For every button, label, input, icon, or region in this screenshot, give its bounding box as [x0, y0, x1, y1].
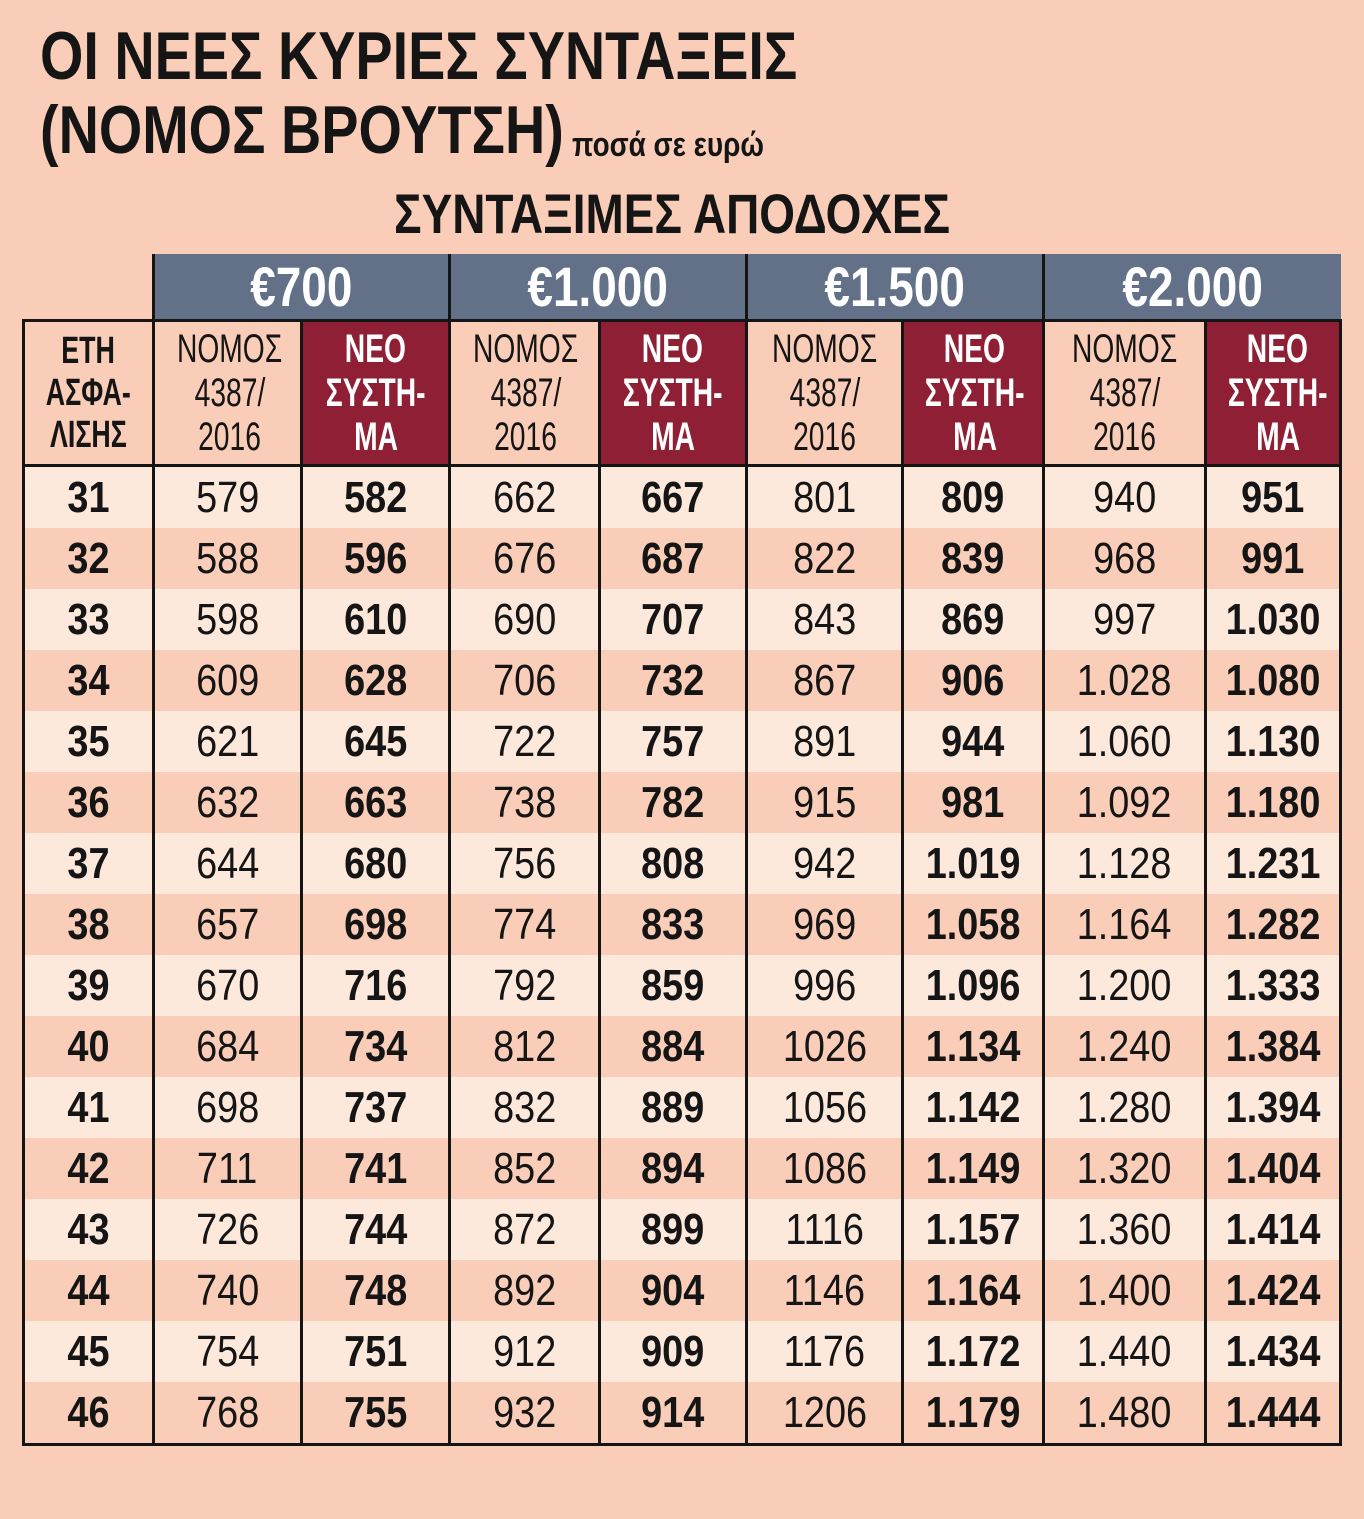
years-cell: 36 — [24, 772, 154, 833]
new-system-header: ΝΕΟ ΣΥΣΤΗ- ΜΑ — [600, 321, 747, 466]
new-system-value: 687 — [600, 528, 747, 589]
new-system-value: 737 — [302, 1077, 450, 1138]
table-row — [24, 833, 1341, 894]
new-system-value: 732 — [600, 650, 747, 711]
old-law-value: 1.200 — [1044, 955, 1206, 1016]
old-law-value: 657 — [154, 894, 302, 955]
years-cell: 32 — [24, 528, 154, 589]
new-system-value: 751 — [302, 1321, 450, 1382]
new-system-value: 645 — [302, 711, 450, 772]
old-law-value: 588 — [154, 528, 302, 589]
pension-table — [22, 254, 1342, 1446]
new-system-value: 667 — [600, 466, 747, 529]
new-system-value: 1.164 — [903, 1260, 1044, 1321]
table-row — [24, 894, 1341, 955]
amount-header-2000: €2.000 — [1044, 254, 1341, 321]
old-law-value: 969 — [747, 894, 903, 955]
new-system-value: 755 — [302, 1382, 450, 1445]
old-law-value: 942 — [747, 833, 903, 894]
old-law-value: 609 — [154, 650, 302, 711]
amount-header-1000: €1.000 — [450, 254, 747, 321]
new-system-value: 1.180 — [1206, 772, 1341, 833]
old-law-value: 1.240 — [1044, 1016, 1206, 1077]
old-law-value: 1.320 — [1044, 1138, 1206, 1199]
new-system-value: 808 — [600, 833, 747, 894]
old-law-value: 1.400 — [1044, 1260, 1206, 1321]
old-law-value: 690 — [450, 589, 600, 650]
page-title-line2: (ΝΟΜΟΣ ΒΡΟΥΤΣΗ) — [40, 92, 564, 168]
old-law-value: 738 — [450, 772, 600, 833]
old-law-value: 1176 — [747, 1321, 903, 1382]
new-system-value: 1.424 — [1206, 1260, 1341, 1321]
new-system-value: 833 — [600, 894, 747, 955]
old-law-value: 872 — [450, 1199, 600, 1260]
old-law-value: 644 — [154, 833, 302, 894]
table-row — [24, 528, 1341, 589]
old-law-value: 968 — [1044, 528, 1206, 589]
years-cell: 37 — [24, 833, 154, 894]
old-law-value: 915 — [747, 772, 903, 833]
table-row — [24, 1138, 1341, 1199]
new-system-value: 782 — [600, 772, 747, 833]
old-law-value: 768 — [154, 1382, 302, 1445]
old-law-value: 1.128 — [1044, 833, 1206, 894]
new-system-header: ΝΕΟ ΣΥΣΤΗ- ΜΑ — [302, 321, 450, 466]
new-system-value: 1.384 — [1206, 1016, 1341, 1077]
new-system-value: 859 — [600, 955, 747, 1016]
old-law-value: 598 — [154, 589, 302, 650]
new-system-value: 1.096 — [903, 955, 1044, 1016]
old-law-value: 662 — [450, 466, 600, 529]
old-law-value: 1.280 — [1044, 1077, 1206, 1138]
new-system-value: 899 — [600, 1199, 747, 1260]
old-law-value: 632 — [154, 772, 302, 833]
new-system-value: 628 — [302, 650, 450, 711]
old-law-value: 1086 — [747, 1138, 903, 1199]
old-law-value: 912 — [450, 1321, 600, 1382]
new-system-value: 991 — [1206, 528, 1341, 589]
old-law-value: 698 — [154, 1077, 302, 1138]
years-cell: 44 — [24, 1260, 154, 1321]
new-system-value: 904 — [600, 1260, 747, 1321]
new-system-value: 748 — [302, 1260, 450, 1321]
years-cell: 39 — [24, 955, 154, 1016]
table-row — [24, 1321, 1341, 1382]
years-cell: 31 — [24, 466, 154, 529]
table-row — [24, 466, 1341, 529]
old-law-value: 1116 — [747, 1199, 903, 1260]
years-cell: 43 — [24, 1199, 154, 1260]
table-row — [24, 711, 1341, 772]
years-cell: 40 — [24, 1016, 154, 1077]
old-law-value: 1.480 — [1044, 1382, 1206, 1445]
new-system-value: 1.149 — [903, 1138, 1044, 1199]
blank-corner — [24, 254, 154, 321]
table-row — [24, 955, 1341, 1016]
new-system-value: 1.179 — [903, 1382, 1044, 1445]
new-system-value: 1.130 — [1206, 711, 1341, 772]
table-body — [24, 466, 1341, 1445]
years-cell: 38 — [24, 894, 154, 955]
column-header-row — [24, 321, 1341, 466]
new-system-value: 1.030 — [1206, 589, 1341, 650]
old-law-value: 684 — [154, 1016, 302, 1077]
old-law-value: 1.164 — [1044, 894, 1206, 955]
new-system-value: 951 — [1206, 466, 1341, 529]
new-system-value: 716 — [302, 955, 450, 1016]
old-law-value: 756 — [450, 833, 600, 894]
old-law-value: 706 — [450, 650, 600, 711]
old-law-value: 1146 — [747, 1260, 903, 1321]
new-system-value: 1.080 — [1206, 650, 1341, 711]
years-cell: 42 — [24, 1138, 154, 1199]
years-cell: 33 — [24, 589, 154, 650]
new-system-value: 1.394 — [1206, 1077, 1341, 1138]
old-law-value: 1.092 — [1044, 772, 1206, 833]
new-system-value: 809 — [903, 466, 1044, 529]
amount-header-row — [24, 254, 1341, 321]
old-law-value: 792 — [450, 955, 600, 1016]
new-system-value: 909 — [600, 1321, 747, 1382]
new-system-value: 610 — [302, 589, 450, 650]
old-law-header: ΝΟΜΟΣ 4387/ 2016 — [450, 321, 600, 466]
old-law-value: 1.440 — [1044, 1321, 1206, 1382]
years-cell: 45 — [24, 1321, 154, 1382]
table-row — [24, 1382, 1341, 1445]
old-law-value: 676 — [450, 528, 600, 589]
new-system-value: 741 — [302, 1138, 450, 1199]
new-system-value: 1.142 — [903, 1077, 1044, 1138]
new-system-value: 914 — [600, 1382, 747, 1445]
currency-note: ποσά σε ευρώ — [572, 126, 764, 164]
old-law-value: 754 — [154, 1321, 302, 1382]
new-system-value: 839 — [903, 528, 1044, 589]
new-system-value: 869 — [903, 589, 1044, 650]
old-law-value: 812 — [450, 1016, 600, 1077]
new-system-value: 906 — [903, 650, 1044, 711]
table-row — [24, 1016, 1341, 1077]
new-system-value: 884 — [600, 1016, 747, 1077]
new-system-value: 1.058 — [903, 894, 1044, 955]
years-cell: 41 — [24, 1077, 154, 1138]
old-law-value: 832 — [450, 1077, 600, 1138]
old-law-value: 996 — [747, 955, 903, 1016]
old-law-value: 892 — [450, 1260, 600, 1321]
old-law-value: 891 — [747, 711, 903, 772]
new-system-value: 1.134 — [903, 1016, 1044, 1077]
old-law-value: 722 — [450, 711, 600, 772]
table-row — [24, 589, 1341, 650]
old-law-header: ΝΟΜΟΣ 4387/ 2016 — [154, 321, 302, 466]
amount-header-1500: €1.500 — [747, 254, 1044, 321]
new-system-value: 1.172 — [903, 1321, 1044, 1382]
old-law-value: 1056 — [747, 1077, 903, 1138]
new-system-value: 582 — [302, 466, 450, 529]
new-system-value: 680 — [302, 833, 450, 894]
old-law-value: 822 — [747, 528, 903, 589]
table-subtitle-text: ΣΥΝΤΑΞΙΜΕΣ ΑΠΟΔΟΧΕΣ — [393, 182, 951, 245]
new-system-value: 1.404 — [1206, 1138, 1341, 1199]
new-system-value: 663 — [302, 772, 450, 833]
new-system-value: 596 — [302, 528, 450, 589]
years-insured-header: ΕΤΗ ΑΣΦΑ- ΛΙΣΗΣ — [24, 321, 154, 466]
new-system-value: 1.231 — [1206, 833, 1341, 894]
old-law-value: 740 — [154, 1260, 302, 1321]
new-system-value: 944 — [903, 711, 1044, 772]
new-system-value: 1.434 — [1206, 1321, 1341, 1382]
old-law-header: ΝΟΜΟΣ 4387/ 2016 — [747, 321, 903, 466]
old-law-value: 1.028 — [1044, 650, 1206, 711]
old-law-value: 1.360 — [1044, 1199, 1206, 1260]
new-system-value: 889 — [600, 1077, 747, 1138]
years-cell: 46 — [24, 1382, 154, 1445]
old-law-value: 843 — [747, 589, 903, 650]
old-law-value: 940 — [1044, 466, 1206, 529]
new-system-value: 894 — [600, 1138, 747, 1199]
table-row — [24, 772, 1341, 833]
old-law-value: 670 — [154, 955, 302, 1016]
new-system-header: ΝΕΟ ΣΥΣΤΗ- ΜΑ — [903, 321, 1044, 466]
new-system-value: 707 — [600, 589, 747, 650]
new-system-value: 757 — [600, 711, 747, 772]
years-cell: 35 — [24, 711, 154, 772]
old-law-value: 801 — [747, 466, 903, 529]
old-law-value: 726 — [154, 1199, 302, 1260]
table-row — [24, 1077, 1341, 1138]
new-system-value: 744 — [302, 1199, 450, 1260]
new-system-header: ΝΕΟ ΣΥΣΤΗ- ΜΑ — [1206, 321, 1341, 466]
table-row — [24, 1199, 1341, 1260]
new-system-value: 981 — [903, 772, 1044, 833]
new-system-value: 734 — [302, 1016, 450, 1077]
old-law-value: 1026 — [747, 1016, 903, 1077]
old-law-value: 774 — [450, 894, 600, 955]
old-law-value: 579 — [154, 466, 302, 529]
new-system-value: 1.444 — [1206, 1382, 1341, 1445]
table-row — [24, 650, 1341, 711]
new-system-value: 1.157 — [903, 1199, 1044, 1260]
new-system-value: 1.414 — [1206, 1199, 1341, 1260]
old-law-value: 997 — [1044, 589, 1206, 650]
amount-header-700: €700 — [154, 254, 450, 321]
years-cell: 34 — [24, 650, 154, 711]
table-row — [24, 1260, 1341, 1321]
new-system-value: 1.019 — [903, 833, 1044, 894]
page-title-line1: ΟΙ ΝΕΕΣ ΚΥΡΙΕΣ ΣΥΝΤΑΞΕΙΣ — [40, 18, 798, 94]
new-system-value: 1.333 — [1206, 955, 1341, 1016]
old-law-value: 711 — [154, 1138, 302, 1199]
old-law-value: 852 — [450, 1138, 600, 1199]
old-law-value: 867 — [747, 650, 903, 711]
new-system-value: 698 — [302, 894, 450, 955]
old-law-value: 621 — [154, 711, 302, 772]
old-law-value: 932 — [450, 1382, 600, 1445]
old-law-value: 1206 — [747, 1382, 903, 1445]
old-law-header: ΝΟΜΟΣ 4387/ 2016 — [1044, 321, 1206, 466]
new-system-value: 1.282 — [1206, 894, 1341, 955]
old-law-value: 1.060 — [1044, 711, 1206, 772]
